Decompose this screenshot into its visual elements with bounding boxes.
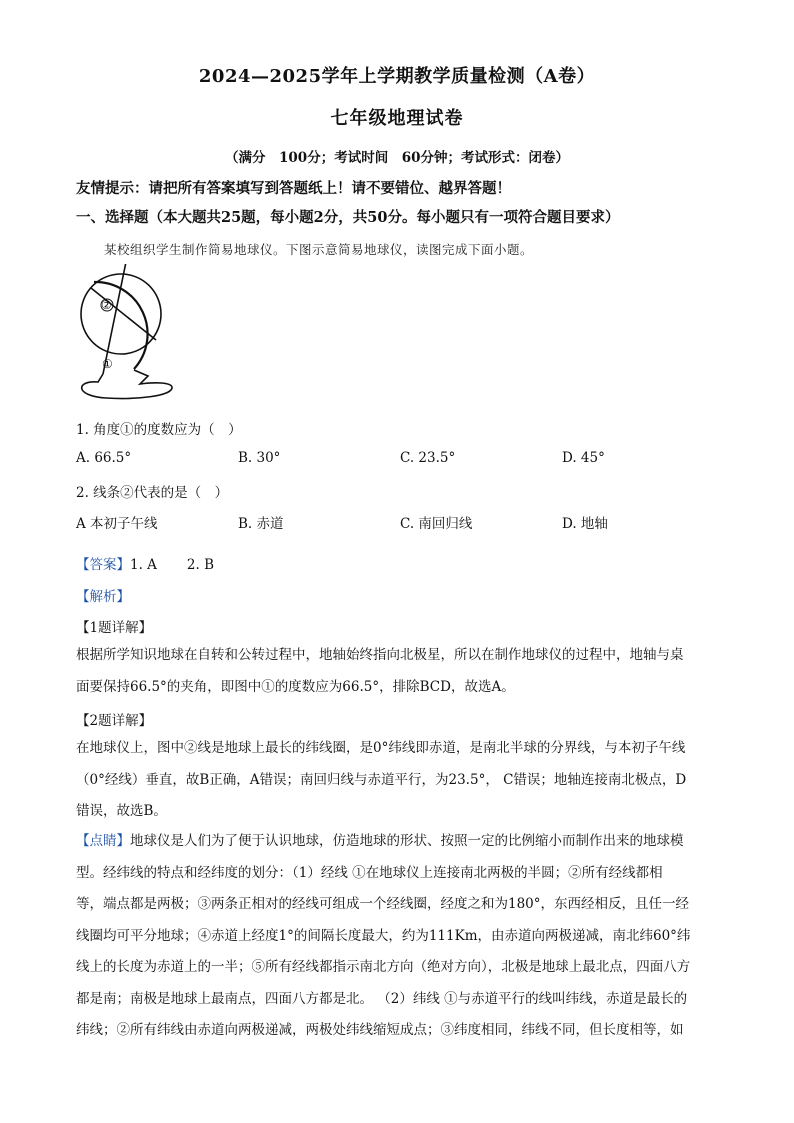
friendly-tip: 友情提示：请把所有答案填写到答题纸上！请不要错位、越界答题！ bbox=[76, 180, 511, 197]
question-2-option-a[interactable]: A 本初子午线 bbox=[76, 516, 158, 532]
detail-2-heading: 【2题详解】 bbox=[76, 713, 153, 729]
question-1-option-a[interactable]: A. 66.5° bbox=[76, 450, 132, 466]
question-intro: 某校组织学生制作简易地球仪。下图示意简易地球仪，读图完成下面小题。 bbox=[104, 242, 534, 257]
figure-label-2: ② bbox=[101, 298, 112, 312]
globe-figure bbox=[76, 264, 186, 404]
globe-meridian-arc bbox=[94, 282, 148, 369]
exam-title: 2024—2025学年上学期教学质量检测（A卷） bbox=[198, 66, 596, 87]
answer-label: 【答案】 bbox=[76, 557, 130, 573]
comment-line: 线圈均可平分地球；④赤道上经度1°的间隔长度最大，约为111Km，由赤道向两极递减，南北纬60°纬 bbox=[76, 927, 691, 944]
exam-subject-title: 七年级地理试卷 bbox=[330, 108, 464, 129]
comment-line: 地球仪是人们为了便于认识地球，仿造地球的形状、按照一定的比例缩小而制作出来的地球模 bbox=[130, 833, 684, 849]
answer-row bbox=[76, 553, 214, 573]
globe-equator-line bbox=[91, 288, 156, 340]
section-heading: 一、选择题（本大题共25题，每小题2分，共50分。每小题只有一项符合题目要求） bbox=[76, 209, 620, 226]
analysis-label: 【解析】 bbox=[76, 589, 130, 605]
comment-label: 【点睛】 bbox=[76, 833, 130, 849]
figure-label-1: ① bbox=[102, 357, 113, 371]
detail-2-text bbox=[76, 733, 718, 828]
detail-1-line: 根据所学知识地球在自转和公转过程中，地轴始终指向北极星，所以在制作地球仪的过程中，地轴与桌 bbox=[76, 647, 684, 663]
detail-2-line: 在地球仪上，图中②线是地球上最长的纬线圈，是0°纬线即赤道，是南北半球的分界线，与本初子午线 bbox=[76, 740, 686, 756]
answer-q2: 2. B bbox=[186, 557, 215, 573]
question-2-option-b[interactable]: B. 赤道 bbox=[238, 516, 284, 532]
detail-1-heading: 【1题详解】 bbox=[76, 620, 153, 636]
globe-stand-base bbox=[82, 370, 172, 399]
comment-text bbox=[76, 826, 718, 1047]
detail-2-line: 错误，故选B。 bbox=[76, 803, 167, 819]
detail-1-text bbox=[76, 640, 718, 703]
question-2-stem: 2. 线条②代表的是（ ） bbox=[76, 485, 229, 501]
question-2-option-d[interactable]: D. 地轴 bbox=[562, 516, 608, 532]
question-1-stem: 1. 角度①的度数应为（ ） bbox=[76, 422, 242, 438]
comment-line: 型。经纬线的特点和经纬度的划分：（1）经线 ①在地球仪上连接南北两极的半圆；②所有经线都相 bbox=[76, 864, 663, 881]
question-1-option-b[interactable]: B. 30° bbox=[238, 450, 281, 466]
answer-q1: 1. A bbox=[130, 557, 157, 573]
question-1-option-d[interactable]: D. 45° bbox=[562, 450, 605, 466]
exam-info: （满分 100分；考试时间 60分钟；考试形式：闭卷） bbox=[225, 150, 569, 166]
comment-line: 线上的长度为赤道上的一半；⑤所有经线都指示南北方向（绝对方向），北极是地球上最北点，四面八方 bbox=[76, 959, 691, 975]
detail-1-line: 面要保持66.5°的夹角，即图中①的度数应为66.5°，排除BCD，故选A。 bbox=[76, 678, 515, 695]
detail-2-line: （0°经线）垂直，故B正确，A错误；南回归线与赤道平行，为23.5°， C错误；地轴连接南北极点，D bbox=[76, 771, 687, 788]
question-1-option-c[interactable]: C. 23.5° bbox=[400, 450, 456, 466]
comment-line: 都是南；南极是地球上最南点，四面八方都是北。 （2）纬线 ①与赤道平行的线叫纬线，赤道是最长的 bbox=[76, 990, 688, 1007]
comment-line: 等，端点都是两极；③两条正相对的经线可组成一个经线圈，经度之和为180°，东西经相反，且任一经 bbox=[76, 896, 690, 912]
question-2-option-c[interactable]: C. 南回归线 bbox=[400, 516, 473, 532]
comment-line: 纬线；②所有纬线由赤道向两极递减，两极处纬线缩短成点；③纬度相同，纬线不同，但长度相等，如 bbox=[76, 1022, 684, 1038]
